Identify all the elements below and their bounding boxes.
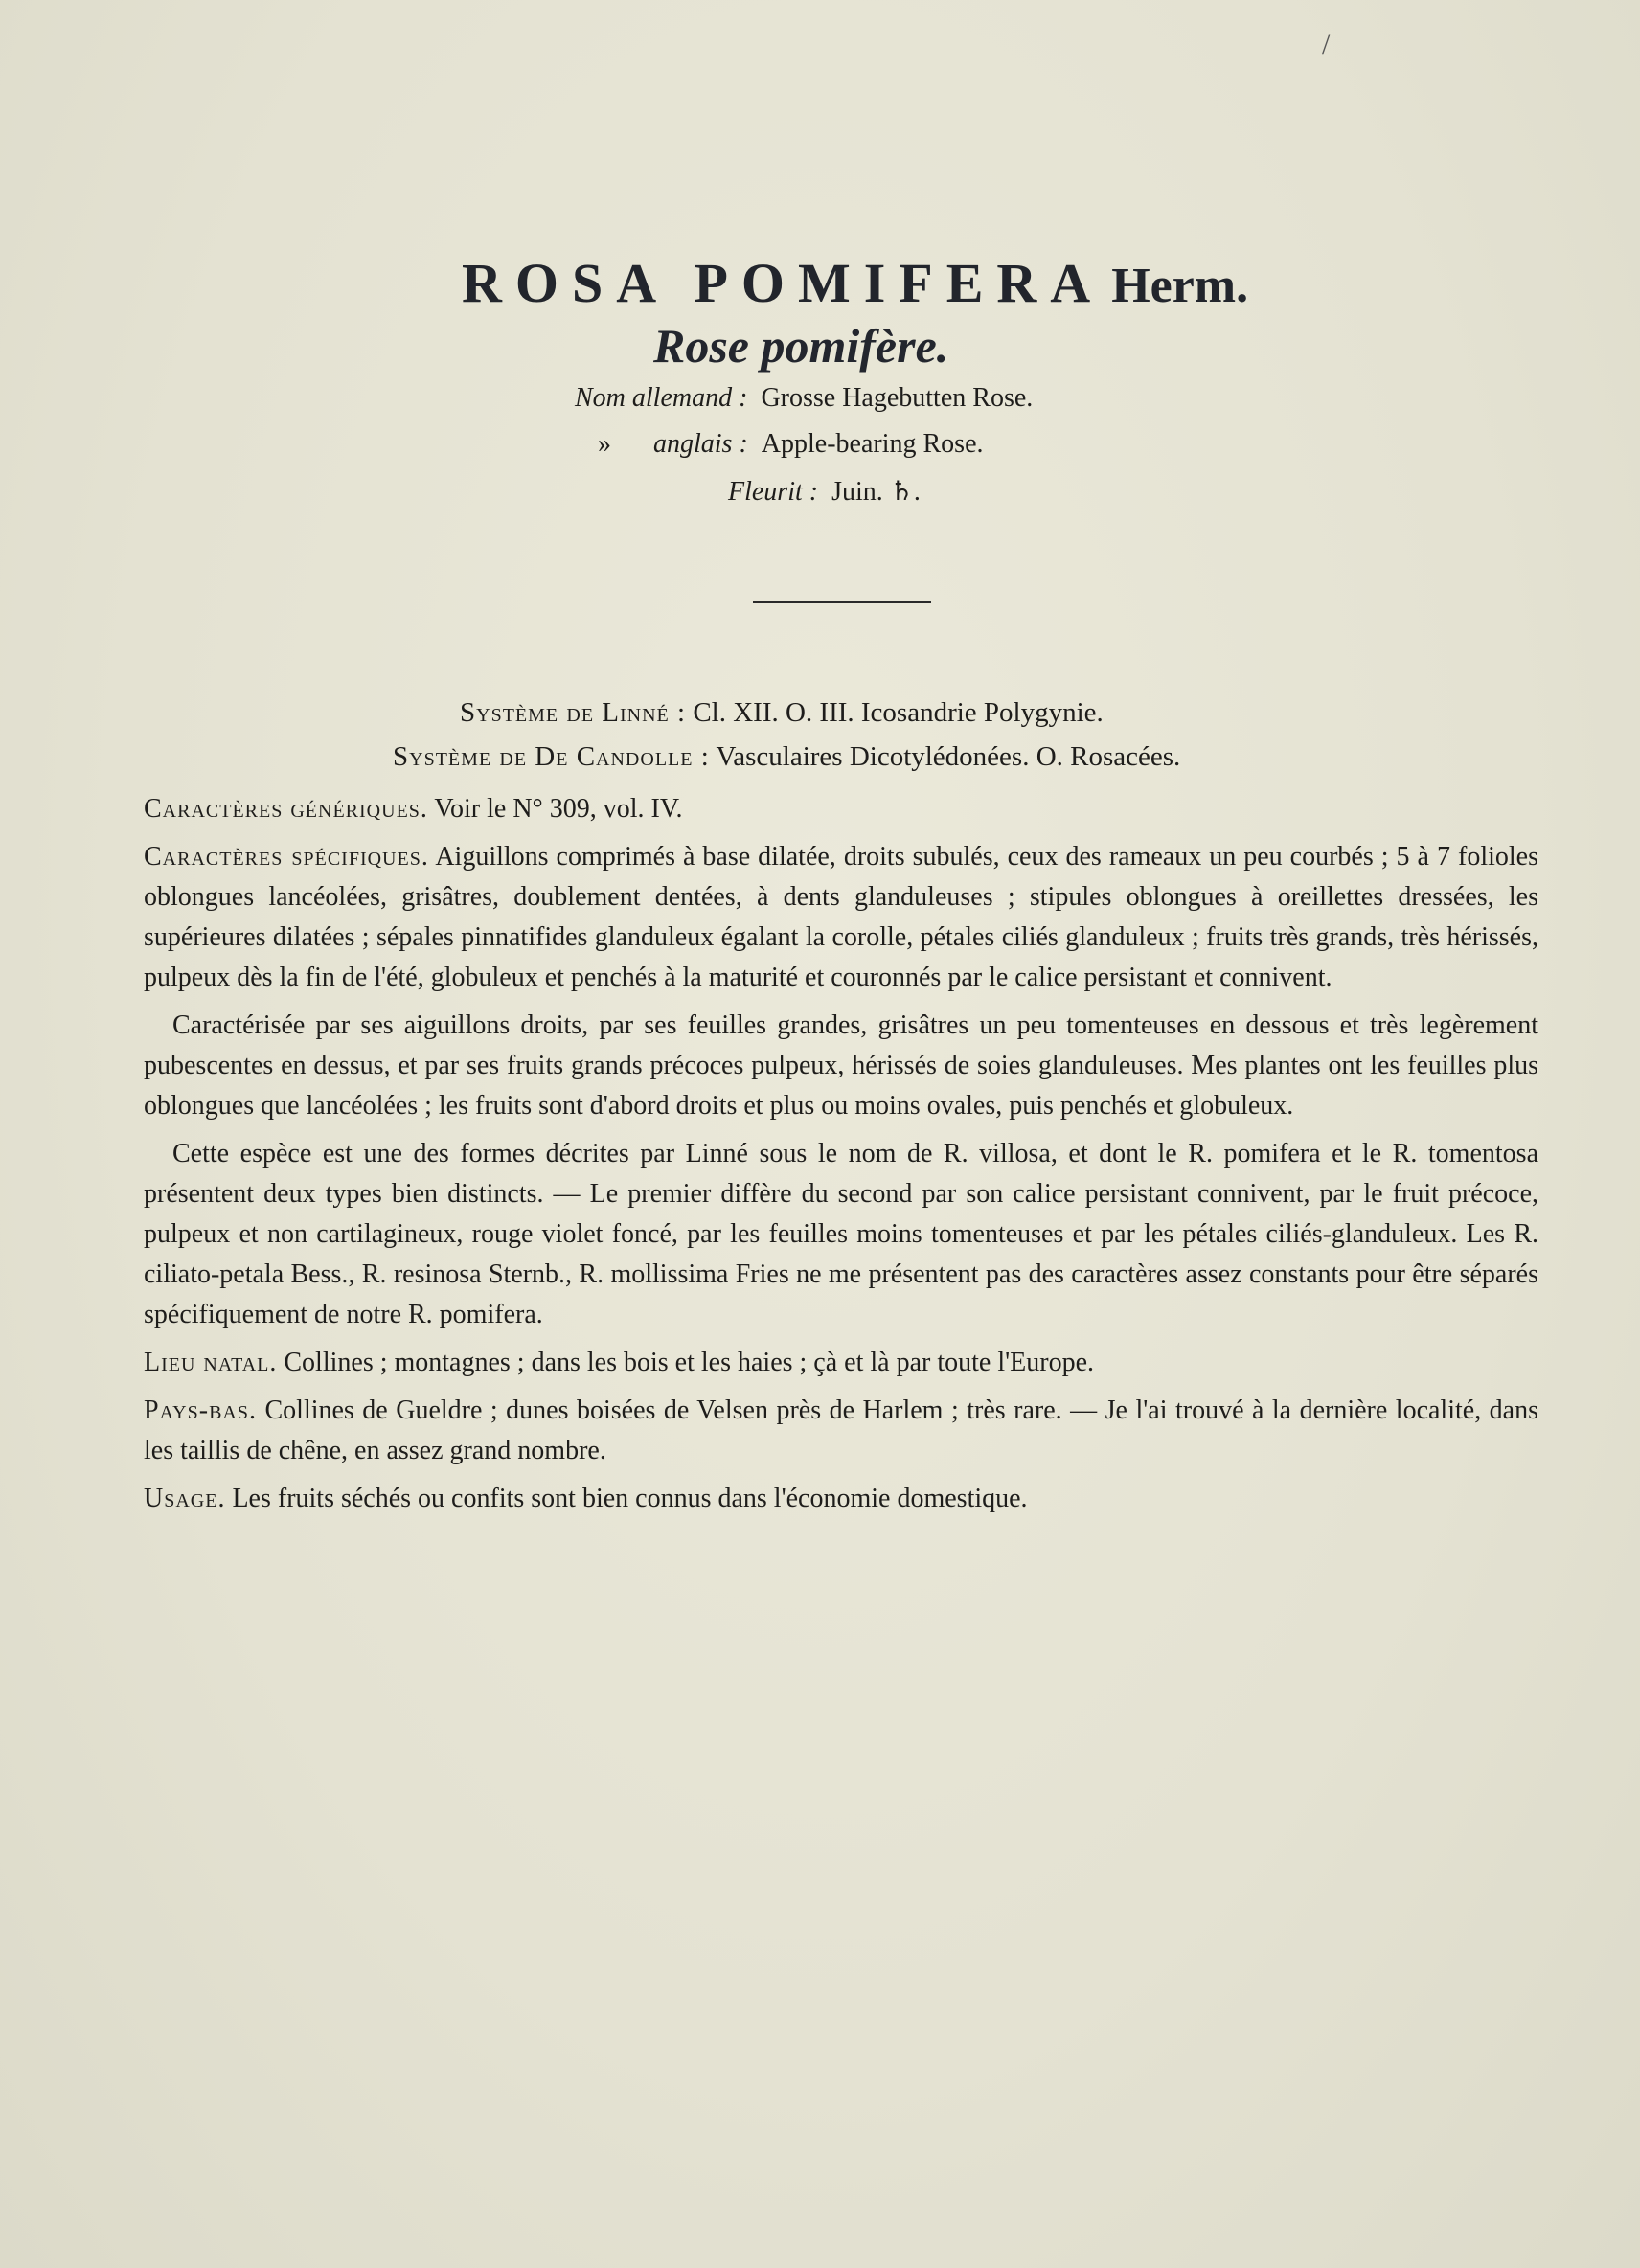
netherlands-label: Pays-bas.: [144, 1395, 257, 1425]
specific-label: Caractères spécifiques.: [144, 842, 429, 872]
candolle-value: Vasculaires Dicotylédonées. O. Rosacées.: [716, 741, 1181, 772]
flowering-line: [728, 475, 921, 508]
english-label: anglais :: [653, 429, 748, 459]
description-paragraph-2: Caractérisée par ses aiguillons droits, par ses feuilles grandes, grisâtres un peu tomenteuses en dessous et très legèrement pubescentes en dessus, et par ses fruits grands précoces pulpeux, hérissés de soies glanduleuses. Mes plantes ont les feuilles plus oblongues que lancéolées ; les fruits sont d'abord droits et plus ou moins ovales, puis penchés et globuleux.: [144, 1010, 1538, 1121]
linne-value: Cl. XII. O. III. Icosandrie Polygynie.: [693, 697, 1104, 728]
title-name: ROSA POMIFERA: [462, 252, 1105, 314]
flowering-value: Juin. ♄.: [831, 477, 921, 507]
specific-paragraph: [144, 837, 1538, 998]
usage-text: Les fruits séchés ou confits sont bien connus dans l'économie domestique.: [232, 1484, 1028, 1513]
netherlands-text: Collines de Gueldre ; dunes boisées de Velsen près de Harlem ; très rare. — Je l'ai trouvé à la dernière localité, dans les taillis de chêne, en assez grand nombre.: [144, 1395, 1539, 1465]
english-value: Apple-bearing Rose.: [761, 429, 984, 459]
generic-text: Voir le N° 309, vol. IV.: [434, 794, 683, 824]
specific-text: Aiguillons comprimés à base dilatée, droits subulés, ceux des rameaux un peu courbés ; 5 à 7 folioles oblongues lancéolées, grisâtres, doublement dentées, à dents glanduleuses ; stipules oblongues à oreillettes dressées, les supérieures dilatées ; sépales pinnatifides glanduleux égalant la corolle, pétales ciliés glanduleux ; fruits très grands, très hérissés, pulpeux dès la fin de l'été, globuleux et penchés à la maturité et couronnés par le calice persistant et connivent.: [144, 842, 1538, 992]
german-value: Grosse Hagebutten Rose.: [761, 383, 1034, 413]
candolle-system-line: [393, 741, 1180, 773]
usage-label: Usage.: [144, 1484, 226, 1513]
english-name-line: [598, 429, 984, 460]
german-label: Nom allemand :: [575, 383, 748, 413]
page-subtitle: Rose pomifère.: [653, 319, 949, 373]
description-paragraph-3: Cette espèce est une des formes décrites par Linné sous le nom de R. villosa, et dont le R. pomifera et le R. tomentosa présentent deux types bien distincts. — Le premier diffère du second par son calice persistant connivent, par le fruit précoce, pulpeux et non cartilagineux, rouge violet foncé, par les feuilles moins tomenteuses et par les pétales ciliés-glanduleux. Les R. ciliato-petala Bess., R. resinosa Sternb., R. mollissima Fries ne me présentent pas des caractères assez constants pour être séparés spécifiquement de notre R. pomifera.: [144, 1139, 1538, 1329]
usage-paragraph: [144, 1479, 1538, 1519]
habitat-text: Collines ; montagnes ; dans les bois et les haies ; çà et là par toute l'Europe.: [284, 1348, 1094, 1377]
description-body: [144, 789, 1538, 1527]
habitat-label: Lieu natal.: [144, 1348, 278, 1377]
title-author: Herm.: [1111, 259, 1249, 313]
linne-label: Système de Linné :: [460, 697, 687, 728]
german-name-line: [575, 383, 1033, 414]
flowering-label: Fleurit :: [728, 477, 819, 507]
habitat-paragraph: [144, 1343, 1538, 1383]
corner-mark: /: [1322, 29, 1331, 60]
linne-system-line: [460, 697, 1104, 729]
ditto-mark: »: [598, 429, 611, 459]
netherlands-paragraph: [144, 1391, 1538, 1471]
page-title: [462, 251, 1248, 315]
generic-paragraph: [144, 789, 1538, 829]
divider-rule: [753, 601, 931, 603]
candolle-label: Système de De Candolle :: [393, 741, 710, 772]
generic-label: Caractères génériques.: [144, 794, 428, 824]
